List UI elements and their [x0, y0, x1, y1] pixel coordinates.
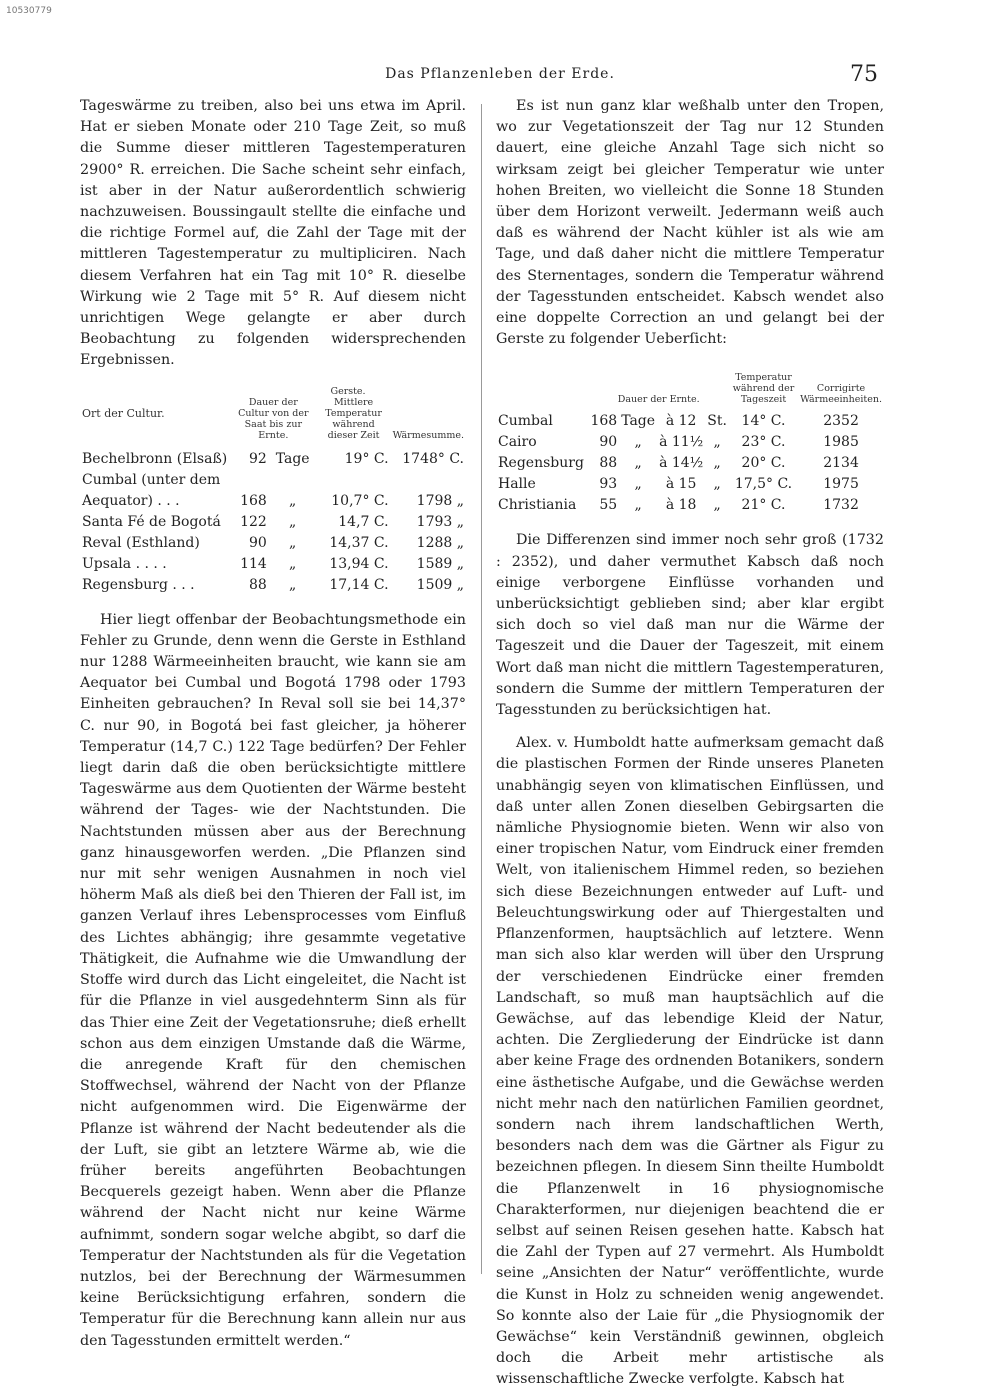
cell-heat: 1798 „	[416, 492, 464, 509]
cell-heat: 1748° C.	[402, 450, 464, 467]
cell-hour-unit: „	[713, 455, 721, 472]
cell-days: 55	[599, 497, 618, 514]
cell-days	[230, 470, 269, 491]
cell-place: Halle	[498, 476, 536, 493]
cell-days: 168	[240, 492, 267, 509]
cell-place: Aequator) . . .	[82, 492, 180, 509]
col-header-temp: Temperatur während der Tageszeit	[732, 372, 795, 406]
scan-id: 10530779	[6, 6, 52, 16]
cell-temp: 20° C.	[741, 455, 786, 472]
left-column	[80, 96, 466, 1352]
right-column	[496, 96, 884, 1391]
cell-unit: „	[634, 455, 642, 472]
cell-hour-unit: St.	[707, 413, 727, 430]
column-divider	[481, 104, 482, 1274]
cell-unit: „	[634, 497, 642, 514]
cell-unit: „	[289, 492, 297, 509]
paragraph: Hier liegt offenbar der Beobachtungsmethode ein Fehler zu Grunde, denn wenn die Gerste in Esthland nur 1288 Wärmeeinheiten braucht, wie kann sie am Aequator bei Cumbal und Bogotá 1798 oder 1793 Einheiten gebrauchen? In Reval soll sie bei 14,37° C. nur 90, in Bogotá bei fast gleicher, ja höherer Temperatur (14,7 C.) 122 Tage bedürfen? Der Fehler liegt darin daß die oben berücksichtigte mittlere Tageswärme aus dem Quotienten der Wärme besteht während der Tages- wie der Nachtstunden. Die Nachtstunden müssen aber aus der Berechnung ganz hinausgeworfen werden. „Die Pflanzen sind nur mit sehr wenigen Ausnahmen in noch viel höherm Maß als dieß bei den Thieren der Fall ist, im ganzen Verlauf ihres Lebensprocesses vom Einfluß des Lichtes abhängig; ihre gesammte vegetative Thätigkeit, die Aufnahme wie die Umwandlung der Stoffe wird durch das Licht eingeleitet, die Nacht ist für die Pflanze in viel ausgedehnterm Sinn als für das Thier eine Zeit der Vegetationsruhe; dieß erhellt schon aus dem einzigen Umstande daß die Wärme, die anregende Kraft für den chemischen Stoffwechsel, während der Nacht von der Pflanze nicht aufgenommen wird. Die Eigenwärme der Pflanze ist während der Nacht bedeutender als die der Luft, sie gibt an letztere Wärme ab, wie die früher bereits angeführten Beobachtungen Becquerels gezeigt haben. Wenn aber die Pflanze während der Nacht nicht nur keine Wärme aufnimmt, sondern sogar welche abgibt, so darf die Temperatur der Nachtstunden als für die Vegetation nutzlos, bei der Berechnung der Wärmesummen keine Berücksichtigung erfahren, sondern die Temperatur für die Berechnung kann allein nur aus den Tagesstunden ermittelt werden.“	[80, 611, 466, 1349]
cell-temp: 19° C.	[344, 450, 389, 467]
cell-heat: 1509 „	[416, 576, 464, 593]
table-group-header: Gerste.	[330, 385, 366, 397]
cell-hours: à 12	[665, 413, 697, 430]
gerste-table-boussingault	[80, 386, 466, 596]
col-header-temp: Mittlere Temperatur während dieser Zeit	[325, 396, 382, 441]
cell-hour-unit: „	[713, 497, 721, 514]
table-row	[80, 491, 466, 512]
cell-place: Santa Fé de Bogotá	[82, 513, 221, 530]
cell-unit: Tage	[275, 450, 310, 467]
table-row	[496, 432, 884, 453]
col-header-heat: Wärmesumme.	[392, 429, 464, 441]
cell-hour-unit: „	[713, 434, 721, 451]
cell-days: 168	[590, 413, 618, 430]
cell-place: Cumbal (unter dem	[82, 471, 221, 488]
cell-unit: „	[634, 476, 642, 493]
table-row	[80, 470, 466, 491]
cell-heat: 1589 „	[416, 555, 464, 572]
cell-temp: 23° C.	[741, 434, 786, 451]
cell-unit: „	[634, 434, 642, 451]
table-row	[80, 512, 466, 533]
cell-temp: 17,5° C.	[734, 476, 793, 493]
col-header-duration: Dauer der Ernte.	[617, 394, 700, 406]
cell-heat: 2352	[823, 413, 859, 430]
table-row	[80, 575, 466, 596]
paragraph: Tageswärme zu treiben, also bei uns etwa im April. Hat er sieben Monate oder 210 Tage Zeit, so muß die Summe dieser mittleren Tagestemperaturen 2900° R. erreichen. Die Sache scheint sehr einfach, ist aber in der Natur außerordentlich schwierig nachzuweisen. Boussingault stellte die einfache und die richtige Formel auf, die Zahl der Tage mit der mittleren Tagestemperatur zu multipliciren. Nach diesem Verfahren hat ein Tag mit 10° R. dieselbe Wirkung wie 2 Tage mit 5° R. Auf diesem nicht unrichtigen Wege gelangte er aber durch Beobachtung zu folgenden widersprechenden Ergebnissen.	[80, 98, 466, 369]
running-title: Das Pflanzenleben der Erde.	[385, 66, 615, 82]
cell-hours: à 18	[665, 497, 697, 514]
table-row	[496, 411, 884, 432]
gerste-table-kabsch	[496, 372, 884, 516]
cell-days: 92	[248, 450, 267, 467]
cell-temp: 14,7 C.	[338, 513, 389, 530]
cell-unit: Tage	[621, 413, 656, 430]
cell-heat: 2134	[823, 455, 859, 472]
col-header-duration: Dauer der Cultur von der Saat bis zur Ernte.	[238, 396, 309, 441]
cell-hours: à 11½	[659, 434, 704, 451]
col-header-place	[496, 372, 588, 405]
cell-days: 90	[248, 534, 267, 551]
cell-days: 114	[240, 555, 267, 572]
cell-temp: 17,14 C.	[329, 576, 389, 593]
paragraph: Es ist nun ganz klar weßhalb unter den Tropen, wo zur Vegetationszeit der Tag nur 12 Stunden dauert, eine gleiche Anzahl Tage sich nicht so wirksam zeigt bei gleicher Temperatur wie unter hohen Breiten, wo vielleicht die Sonne 18 Stunden über dem Horizont verweilt. Jedermann weiß auch daß es während der Nacht kühler ist als wie am Tage, und daß daher nicht die mittlere Temperatur des Sternentages, sondern die Temperatur während der Tagesstunden entscheidet. Kabsch wendet also eine doppelte Correction an und gelangt bei der Gerste zu folgender Ueberſicht:	[496, 98, 884, 348]
cell-temp: 13,94 C.	[329, 555, 389, 572]
cell-days: 88	[599, 455, 618, 472]
page-number: 75	[850, 62, 878, 87]
cell-days: 88	[248, 576, 267, 593]
cell-place: Cumbal	[498, 413, 553, 430]
cell-heat: 1288 „	[416, 534, 464, 551]
cell-heat: 1985	[823, 434, 859, 451]
cell-place: Upsala . . . .	[82, 555, 167, 572]
cell-heat: 1975	[823, 476, 859, 493]
cell-heat	[391, 470, 466, 491]
table-row	[80, 533, 466, 554]
cell-unit: „	[289, 534, 297, 551]
cell-unit	[269, 470, 317, 491]
cell-hours: à 14½	[659, 455, 704, 472]
cell-heat: 1732	[823, 497, 859, 514]
cell-days: 93	[599, 476, 618, 493]
cell-heat: 1793 „	[416, 513, 464, 530]
cell-place: Bechelbronn (Elsaß)	[82, 450, 228, 467]
cell-place: Regensburg . . .	[82, 576, 195, 593]
cell-days: 90	[599, 434, 618, 451]
cell-temp: 10,7° C.	[331, 492, 389, 509]
paragraph: Die Differenzen sind immer noch sehr groß (1732 : 2352), und daher vermuthet Kabsch daß noch einige verborgene Einflüsse vorhanden und unberücksichtigt geblieben sind; aber klar ergibt sich doch so viel daß man nur die Wärme der Tageszeit und die Dauer der Tageszeit, mit einem Wort daß man nicht die mittlern Tagestemperaturen, sondern die Summe der mittlern Temperaturen der Tagesstunden zu berücksichtigen hat.	[496, 532, 884, 719]
table-row	[496, 453, 884, 474]
cell-place: Regensburg	[498, 455, 584, 472]
cell-hours: à 15	[665, 476, 697, 493]
cell-place: Cairo	[498, 434, 537, 451]
table-row	[496, 495, 884, 516]
col-header-place: Ort der Cultur.	[82, 406, 165, 420]
paragraph: Alex. v. Humboldt hatte aufmerksam gemacht daß die plastischen Formen der Rinde unseres Planeten unabhängig seyen von klimatischen Einflüssen, und daß unter allen Zonen dieselben Gebirgsarten die nämliche Physiognomie bieten. Wenn wir also von einer tropischen Natur, vom Eindruck einer fremden Welt, von italienischem Himmel reden, so beziehen sich diese Bezeichnungen entweder auf Luft- und Beleuchtungswirkung oder auf Thiergestalten und Pflanzenformen, hauptsächlich auf letztere. Wenn man sich also klar werden will über den Ursprung der verschiedenen Eindrücke einer fremden Landschaft, so muß man hauptsächlich auf die Gewächse, auf das lebendige Kleid der Natur, achten. Die Zergliederung der Eindrücke ist dann aber keine Frage des ordnenden Botanikers, sondern eine ästhetische Aufgabe, und die Gewächse werden nicht mehr nach den natürlichen Familien geordnet, sondern nach ihrem landschaftlichen Werth, besonders nach dem was die Gärtner als Figur zu bezeichnen pflegen. In diesem Sinn theilte Humboldt die Pflanzenwelt in 16 physiognomische Charakterformen, nur diejenigen beachtend die er selbst auf seinen Reisen gesehen hatte. Kabsch hat die Zahl der Typen auf 27 vermehrt. Als Humboldt seine „Ansichten der Natur“ veröffentlichte, wurde die Kunst in Holz zu schneiden wenig angewendet. So konnte also der Laie für „die Physiognomik der Gewächse“ kein Verständniß gewinnen, obgleich doch die Arbeit mehr artistische als wissenschaftliche Zwecke verfolgte. Kabsch hat	[496, 735, 884, 1388]
cell-unit: „	[289, 555, 297, 572]
table-row	[80, 449, 466, 470]
table-row	[80, 554, 466, 575]
cell-place: Reval (Esthland)	[82, 534, 200, 551]
cell-temp: 21° C.	[741, 497, 786, 514]
cell-temp: 14° C.	[741, 413, 786, 430]
col-header-heat: Corrigirte Wärmeeinheiten.	[800, 383, 882, 406]
cell-temp	[317, 470, 391, 491]
cell-days: 122	[240, 513, 267, 530]
cell-temp: 14,37 C.	[329, 534, 389, 551]
cell-unit: „	[289, 513, 297, 530]
cell-unit: „	[289, 576, 297, 593]
cell-hour-unit: „	[713, 476, 721, 493]
cell-place: Christiania	[498, 497, 577, 514]
table-row	[496, 474, 884, 495]
